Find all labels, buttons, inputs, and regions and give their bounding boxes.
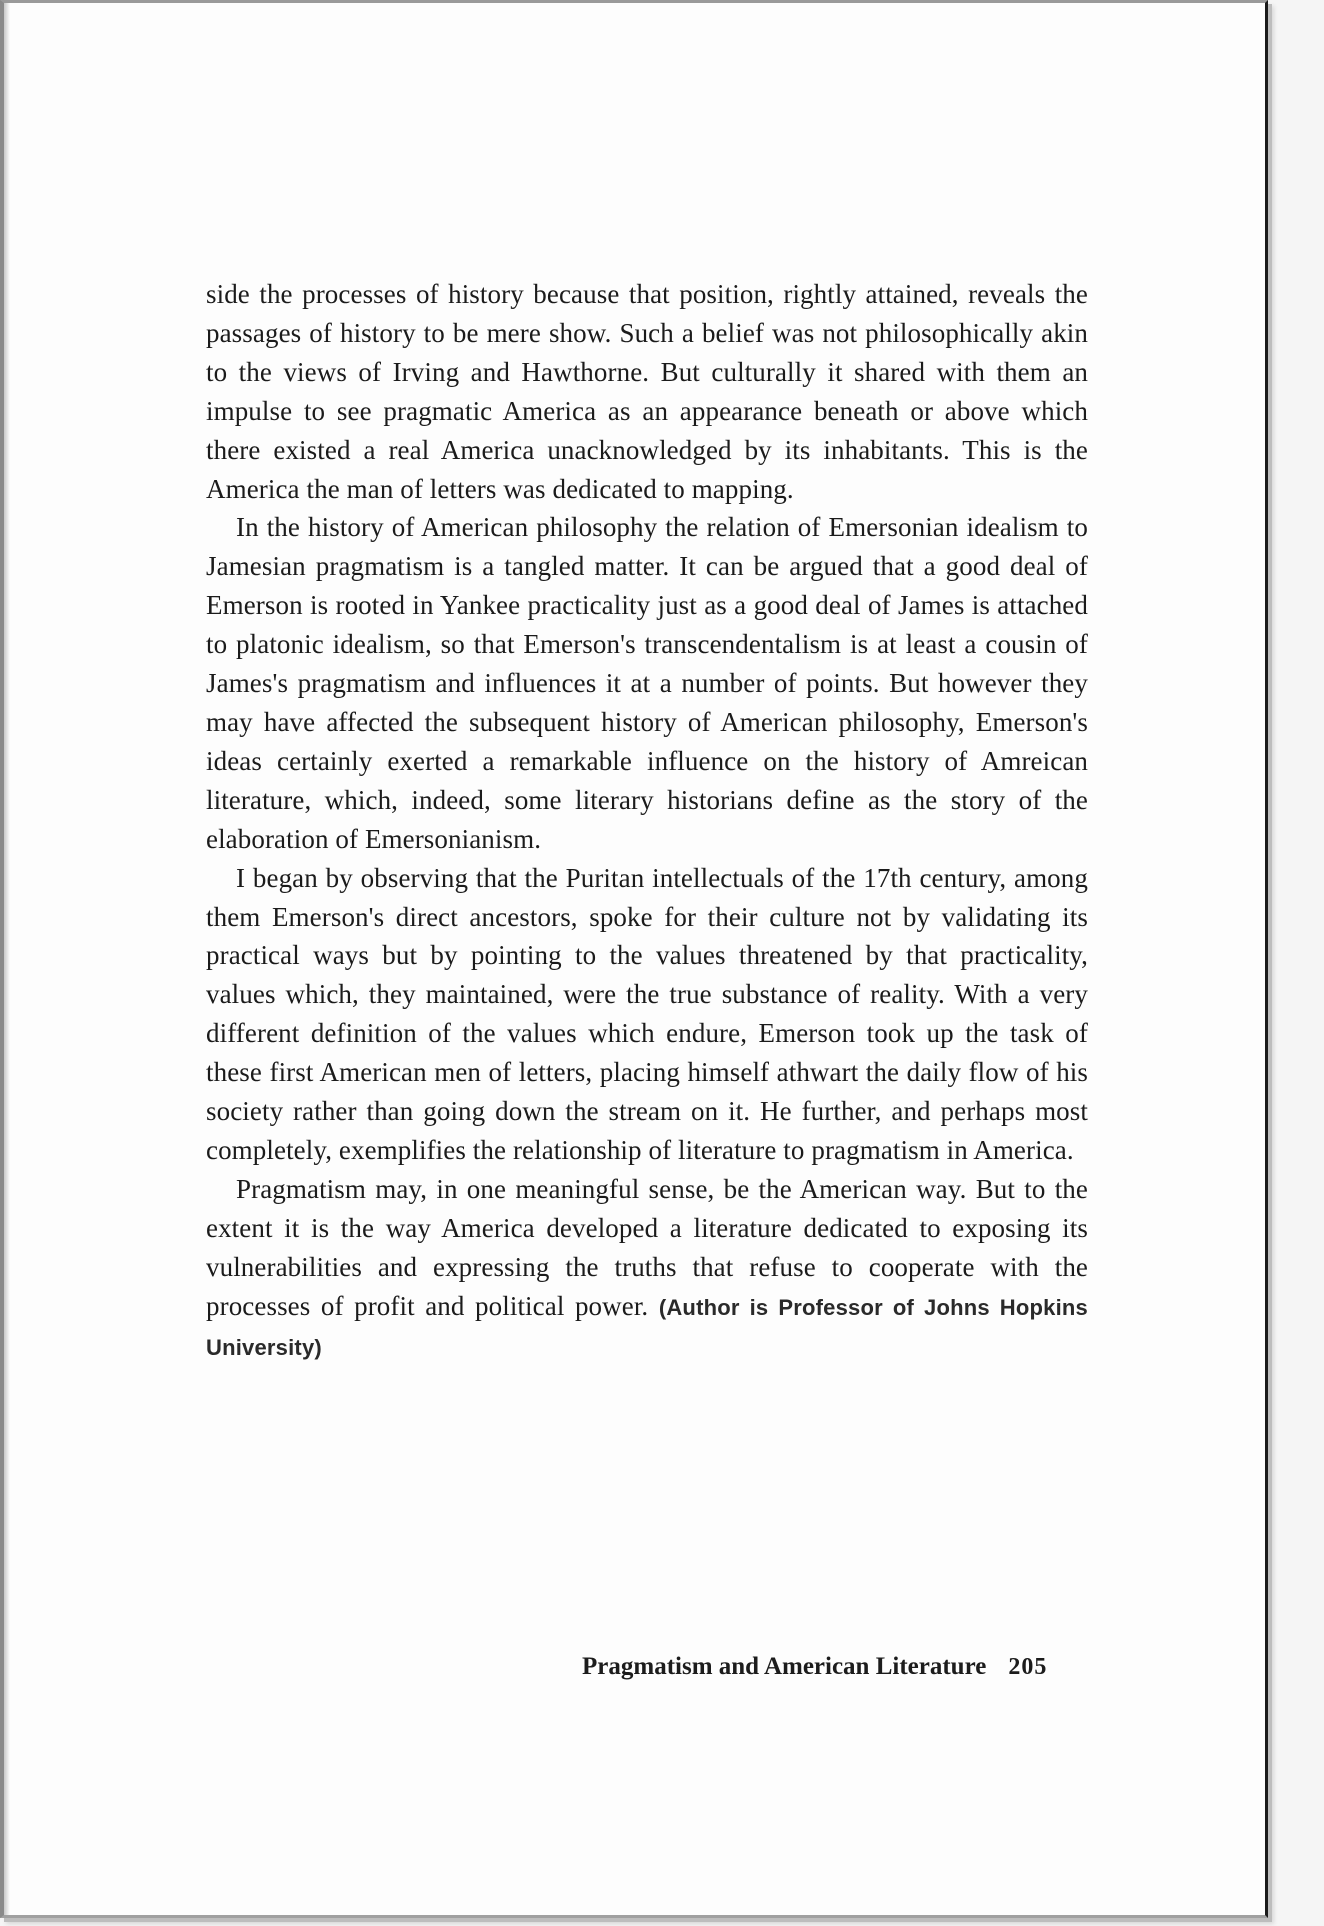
paragraph-3 xyxy=(206,859,1088,1170)
paragraph-2 xyxy=(206,508,1088,858)
running-title: Pragmatism and American Literature xyxy=(582,1653,987,1680)
paragraph-4-text: Pragmatism may, in one meaningful sense, be the American way. But to the extent it is the way America developed a literature dedicated to exposing its vulnerabilities and expressing the truths that refuse to cooperate with the processes of profit and political power. xyxy=(206,1173,1088,1321)
paragraph-1-text: side the processes of history because that position, rightly attained, reveals the passages of history to be mere show. Such a belief was not philosophically akin to the views of Irving and Hawthorne. But culturally it shared with them an impulse to see pragmatic America as an appearance beneath or above which there existed a real America unacknowledged by its inhabitants. This is the America the man of letters was dedicated to mapping. xyxy=(206,279,1088,504)
body-text xyxy=(206,275,1088,1368)
paragraph-2-text: In the history of American philosophy the relation of Emersonian idealism to Jamesian pragmatism is a tangled matter. It can be argued that a good deal of Emerson is rooted in Yankee practicality just as a good deal of James is attached to platonic idealism, so that Emerson's transcendentalism is at least a cousin of James's pragmatism and influences it at a number of points. But however they may have affected the subsequent history of American philosophy, Emerson's ideas certainly exerted a remarkable influence on the history of Amreican literature, which, indeed, some literary historians define as the story of the elaboration of Emersonianism. xyxy=(206,512,1088,854)
running-footer xyxy=(582,1653,1047,1681)
paragraph-4 xyxy=(206,1170,1088,1369)
paragraph-3-text: I began by observing that the Puritan intellectuals of the 17th century, among them Emerson's direct ancestors, spoke for their culture not by validating its practical ways but by pointing to the values threatened by that practicality, values which, they maintained, were the true substance of reality. With a very different definition of the values which endure, Emerson took up the task of these first American men of letters, placing himself athwart the daily flow of his society rather than going down the stream on it. He further, and perhaps most completely, exemplifies the relationship of literature to pragmatism in America. xyxy=(206,862,1088,1165)
author-note: (Author is Professor of Johns Hopkins University) xyxy=(206,1294,1088,1361)
page-number: 205 xyxy=(1008,1654,1048,1680)
paragraph-1 xyxy=(206,275,1088,508)
